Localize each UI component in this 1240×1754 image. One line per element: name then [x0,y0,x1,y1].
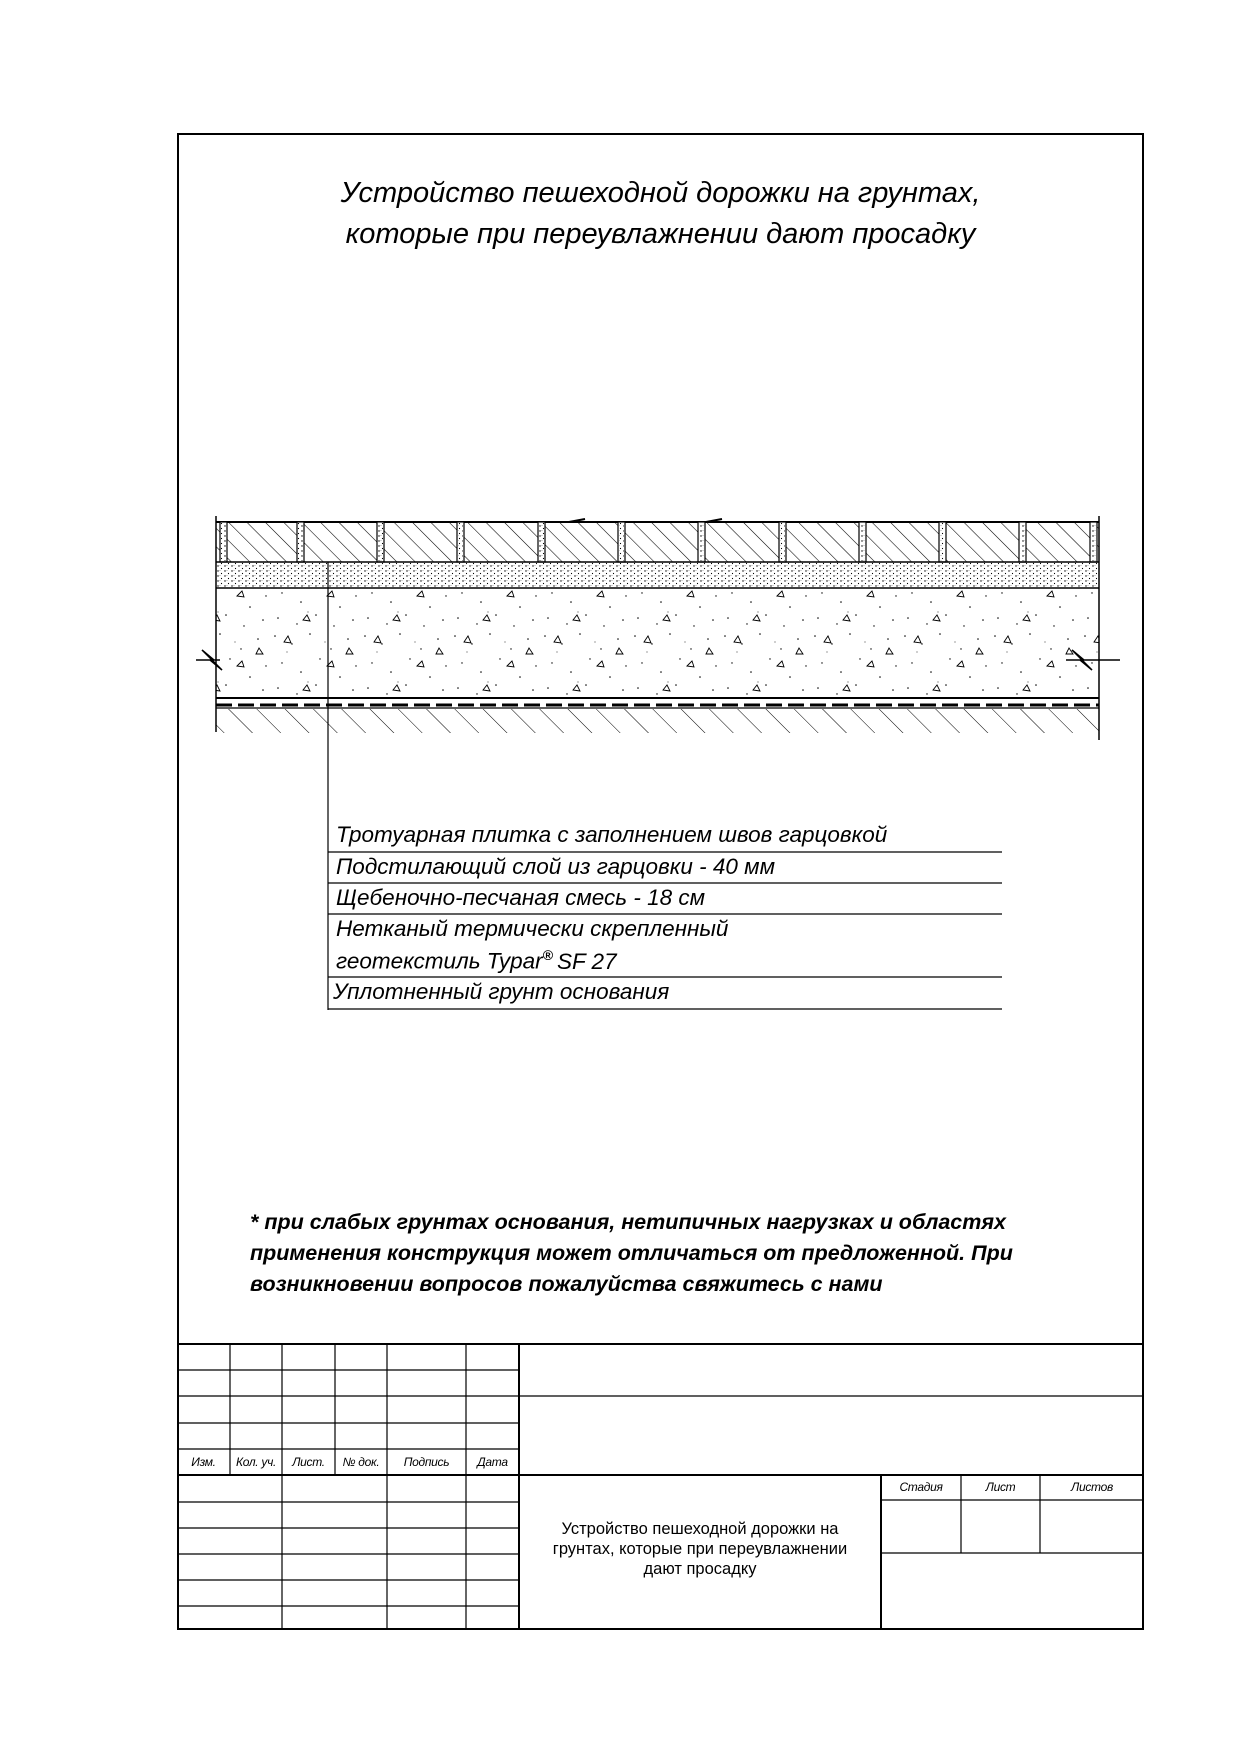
tb-header-stage: Стадия [899,1480,943,1494]
tb-header-qty: Кол. уч. [235,1455,277,1469]
geotextile-grade: SF 27 [556,948,617,974]
crushed-stone-layer [196,590,1120,695]
tb-doc-title-line3: дают просадку [643,1560,757,1578]
tb-header-change: Изм. [191,1455,216,1469]
legend-item-compacted-soil: Уплотненный грунт основания [333,979,670,1004]
legend-item-crushed-stone: Щебеночно-песчаная смесь - 18 см [336,885,706,910]
tb-doc-title-line1: Устройство пешеходной дорожки на [561,1520,839,1538]
tb-doc-title-line2: грунтах, которые при переувлажнении [552,1540,848,1558]
compacted-soil-layer [216,709,1099,733]
geotextile-layer [216,698,1099,708]
drawing-title-line1: Устройство пешеходной дорожки на грунтах, [340,177,981,209]
tb-header-list: Лист [985,1480,1016,1494]
tb-header-doc-number: № док. [342,1455,380,1469]
tb-header-signature: Подпись [403,1455,450,1469]
legend-item-geotextile-line1: Нетканый термически скрепленный [336,916,729,941]
legend-item-paving-tile: Тротуарная плитка с заполнением швов гарцовкой [336,822,888,847]
tb-header-sheet: Лист. [292,1455,325,1469]
tb-header-sheets: Листов [1071,1480,1113,1494]
trademark-mark: ® [542,947,553,963]
tb-header-date: Дата [477,1455,508,1469]
bedding-layer [216,562,1099,588]
legend-item-geotextile-line2 [336,947,617,975]
note-line2: применения конструкция может отличаться от предложенной. При [250,1241,1013,1265]
legend-item-bedding-layer: Подстилающий слой из гарцовки - 40 мм [336,854,776,879]
note-line3: возникновении вопросов пожалуйства свяжитесь с нами [250,1272,883,1296]
geotextile-label: геотекстиль Typar [336,948,543,974]
drawing-title-line2: которые при переувлажнении дают просадку [345,218,976,250]
note-line1: * при слабых грунтах основания, нетипичных нагрузках и областях [250,1210,1006,1234]
